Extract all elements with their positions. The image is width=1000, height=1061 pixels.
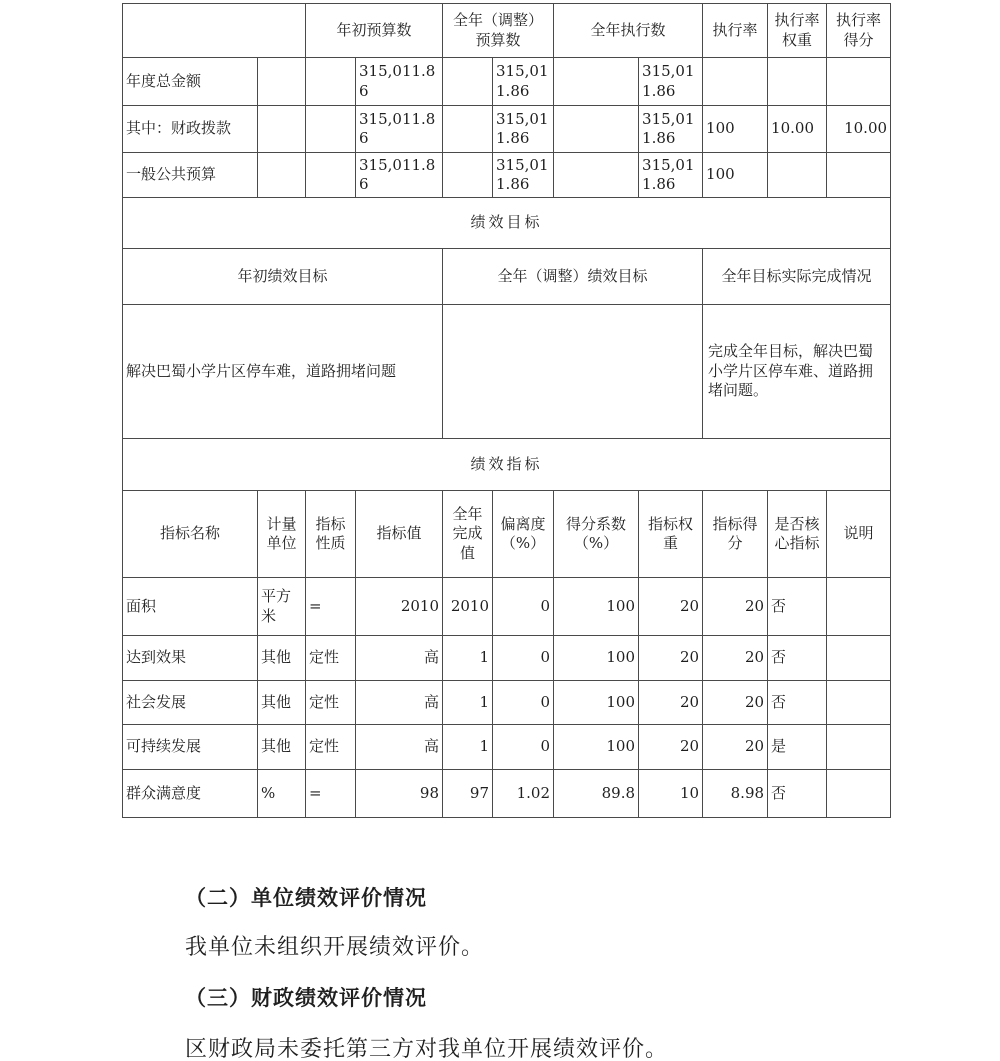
indicator-core-flag: 否 [768, 636, 827, 681]
indicator-note [827, 636, 891, 681]
budget-header-rate-weight: 执行率权重 [768, 4, 827, 58]
budget-adjusted-value: 315,011.86 [493, 58, 554, 106]
budget-rate-value: 100 [703, 106, 768, 153]
indicator-weight-value: 20 [639, 636, 703, 681]
indicator-score-coefficient-value: 100 [554, 681, 639, 725]
goals-header-actual: 全年目标实际完成情况 [703, 249, 891, 305]
indicator-header-target: 指标值 [356, 491, 443, 578]
indicator-header-unit: 计量单位 [258, 491, 306, 578]
budget-row-label: 年度总金额 [123, 58, 258, 106]
budget-rate-weight-value [768, 58, 827, 106]
budget-row-general-public-budget [123, 153, 891, 198]
indicator-score-value: 8.98 [703, 770, 768, 818]
budget-row-label: 一般公共预算 [123, 153, 258, 198]
indicator-target-value: 高 [356, 636, 443, 681]
indicator-header-name: 指标名称 [123, 491, 258, 578]
indicator-score-value: 20 [703, 681, 768, 725]
indicator-row-sustainable [123, 725, 891, 770]
indicator-weight-value: 20 [639, 725, 703, 770]
budget-rate-score-value [827, 58, 891, 106]
budget-header-adjusted: 全年（调整）预算数 [443, 4, 554, 58]
indicator-name: 可持续发展 [123, 725, 258, 770]
indicators-section-title: 绩效指标 [123, 439, 891, 491]
budget-rate-score-value: 10.00 [827, 106, 891, 153]
indicator-score-value: 20 [703, 725, 768, 770]
indicator-header-weight: 指标权重 [639, 491, 703, 578]
indicator-row-area [123, 578, 891, 636]
indicator-row-social [123, 681, 891, 725]
indicator-nature: = [306, 770, 356, 818]
indicator-completion-value: 2010 [443, 578, 493, 636]
spacer-cell [554, 58, 639, 106]
spacer-cell [306, 153, 356, 198]
indicator-weight-value: 10 [639, 770, 703, 818]
budget-header-rate-score: 执行率得分 [827, 4, 891, 58]
spacer-cell [306, 106, 356, 153]
indicator-header-score-coefficient: 得分系数（%） [554, 491, 639, 578]
indicator-weight-value: 20 [639, 681, 703, 725]
indicator-score-coefficient-value: 100 [554, 578, 639, 636]
indicator-nature: = [306, 578, 356, 636]
indicator-deviation-value: 0 [493, 681, 554, 725]
indicator-deviation-value: 0 [493, 725, 554, 770]
budget-rate-weight-value: 10.00 [768, 106, 827, 153]
goals-header-adjusted: 全年（调整）绩效目标 [443, 249, 703, 305]
indicator-name: 面积 [123, 578, 258, 636]
indicator-deviation-value: 1.02 [493, 770, 554, 818]
spacer-cell [258, 153, 306, 198]
indicator-completion-value: 1 [443, 681, 493, 725]
budget-header-initial: 年初预算数 [306, 4, 443, 58]
indicator-row-effect [123, 636, 891, 681]
indicator-core-flag: 是 [768, 725, 827, 770]
indicator-score-value: 20 [703, 578, 768, 636]
indicator-completion-value: 1 [443, 636, 493, 681]
indicator-target-value: 高 [356, 681, 443, 725]
indicator-score-coefficient-value: 100 [554, 636, 639, 681]
indicators-band-row [123, 439, 891, 491]
indicator-nature: 定性 [306, 681, 356, 725]
indicator-unit: 其他 [258, 681, 306, 725]
indicator-deviation-value: 0 [493, 578, 554, 636]
indicator-target-value: 高 [356, 725, 443, 770]
indicator-score-coefficient-value: 100 [554, 725, 639, 770]
budget-rate-value [703, 58, 768, 106]
indicator-name: 群众满意度 [123, 770, 258, 818]
indicator-target-value: 98 [356, 770, 443, 818]
goals-header-row [123, 249, 891, 305]
budget-adjusted-value: 315,011.86 [493, 153, 554, 198]
indicator-completion-value: 1 [443, 725, 493, 770]
budget-rate-weight-value [768, 153, 827, 198]
goals-content-row [123, 305, 891, 439]
budget-row-label: 其中：财政拨款 [123, 106, 258, 153]
spacer-cell [258, 58, 306, 106]
indicator-core-flag: 否 [768, 681, 827, 725]
performance-table [122, 3, 891, 818]
indicator-unit: 平方米 [258, 578, 306, 636]
indicator-core-flag: 否 [768, 770, 827, 818]
budget-header-executed: 全年执行数 [554, 4, 703, 58]
budget-executed-value: 315,011.86 [639, 106, 703, 153]
indicator-unit: % [258, 770, 306, 818]
paragraph-fiscal-evaluation: 区财政局未委托第三方对我单位开展绩效评价。 [185, 1037, 669, 1061]
budget-header-rate: 执行率 [703, 4, 768, 58]
indicator-header-nature: 指标性质 [306, 491, 356, 578]
section-heading-unit-evaluation: （二）单位绩效评价情况 [185, 885, 427, 910]
budget-adjusted-value: 315,011.86 [493, 106, 554, 153]
spacer-cell [258, 106, 306, 153]
indicator-note [827, 770, 891, 818]
budget-rate-value: 100 [703, 153, 768, 198]
spacer-cell [306, 58, 356, 106]
indicator-header-note: 说明 [827, 491, 891, 578]
budget-executed-value: 315,011.86 [639, 153, 703, 198]
spacer-cell [443, 153, 493, 198]
goals-header-initial: 年初绩效目标 [123, 249, 443, 305]
indicator-unit: 其他 [258, 725, 306, 770]
budget-initial-value: 315,011.86 [356, 106, 443, 153]
indicator-header-core: 是否核心指标 [768, 491, 827, 578]
section-heading-fiscal-evaluation: （三）财政绩效评价情况 [185, 985, 427, 1010]
goals-band-row [123, 198, 891, 249]
indicator-weight-value: 20 [639, 578, 703, 636]
budget-row-fiscal-allocation [123, 106, 891, 153]
paragraph-unit-evaluation: 我单位未组织开展绩效评价。 [185, 935, 485, 960]
indicator-name: 社会发展 [123, 681, 258, 725]
budget-initial-value: 315,011.86 [356, 58, 443, 106]
indicator-row-satisfaction [123, 770, 891, 818]
indicator-note [827, 578, 891, 636]
indicator-nature: 定性 [306, 636, 356, 681]
indicator-core-flag: 否 [768, 578, 827, 636]
goals-section-title: 绩效目标 [123, 198, 891, 249]
budget-initial-value: 315,011.86 [356, 153, 443, 198]
goal-adjusted-text [443, 305, 703, 439]
indicators-header-row [123, 491, 891, 578]
goal-initial-text: 解决巴蜀小学片区停车难，道路拥堵问题 [123, 305, 443, 439]
indicator-nature: 定性 [306, 725, 356, 770]
indicator-completion-value: 97 [443, 770, 493, 818]
spacer-cell [554, 106, 639, 153]
indicator-note [827, 681, 891, 725]
budget-header-blank [123, 4, 306, 58]
budget-executed-value: 315,011.86 [639, 58, 703, 106]
indicator-target-value: 2010 [356, 578, 443, 636]
budget-rate-score-value [827, 153, 891, 198]
indicator-score-value: 20 [703, 636, 768, 681]
spacer-cell [554, 153, 639, 198]
spacer-cell [443, 58, 493, 106]
goal-actual-completion-text: 完成全年目标，解决巴蜀小学片区停车难、道路拥堵问题。 [703, 305, 891, 439]
budget-header-row [123, 4, 891, 58]
indicator-header-deviation: 偏离度（%） [493, 491, 554, 578]
indicator-unit: 其他 [258, 636, 306, 681]
indicator-name: 达到效果 [123, 636, 258, 681]
indicator-header-completion: 全年完成值 [443, 491, 493, 578]
budget-row-annual-total [123, 58, 891, 106]
indicator-note [827, 725, 891, 770]
indicator-score-coefficient-value: 89.8 [554, 770, 639, 818]
indicator-deviation-value: 0 [493, 636, 554, 681]
indicator-header-score: 指标得分 [703, 491, 768, 578]
spacer-cell [443, 106, 493, 153]
